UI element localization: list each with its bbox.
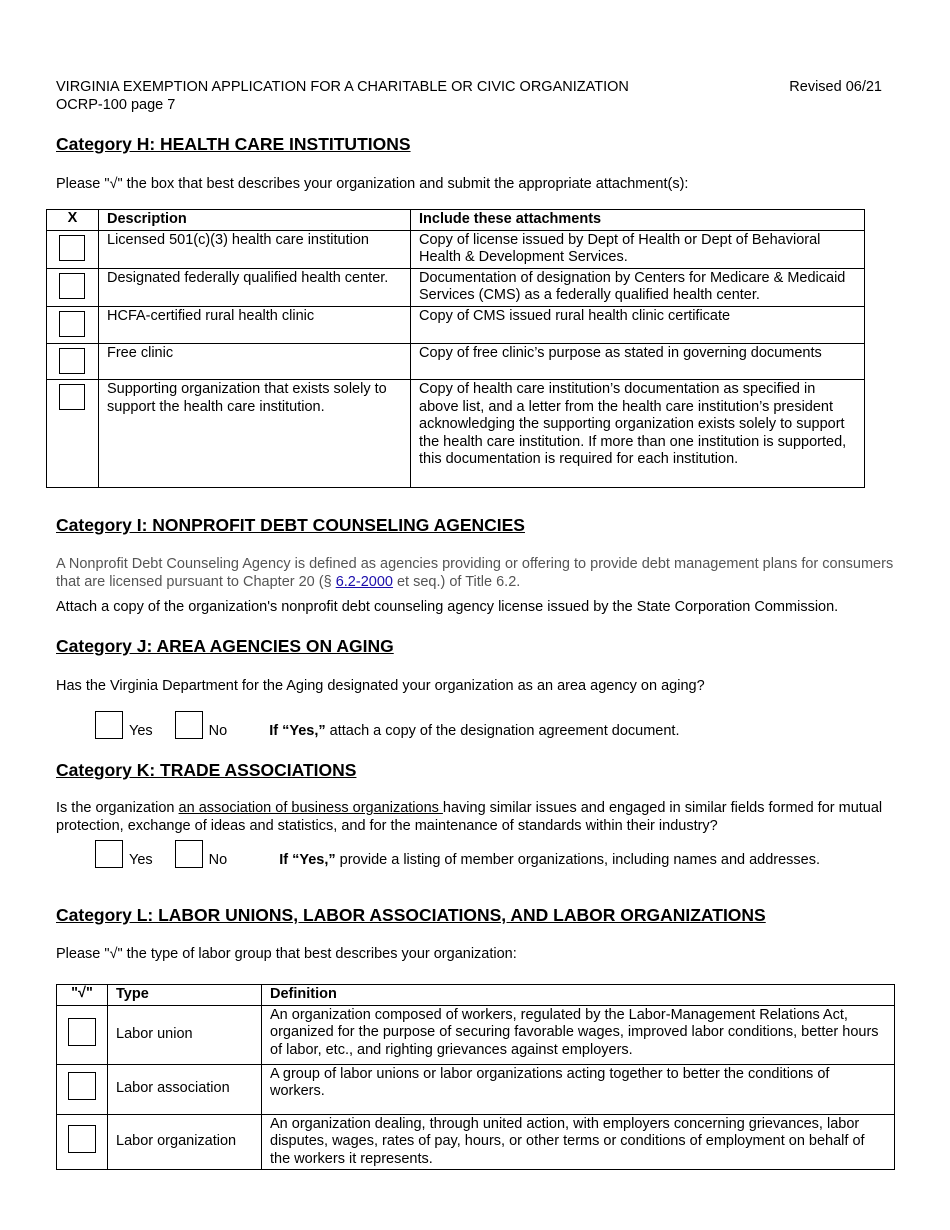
checkbox-j-yes[interactable] <box>95 711 123 739</box>
category-l-heading: Category L: LABOR UNIONS, LABOR ASSOCIATIONS, AND LABOR ORGANIZATIONS <box>56 905 766 925</box>
category-j-answer-row <box>95 711 702 739</box>
category-j-heading: Category J: AREA AGENCIES ON AGING <box>56 636 394 656</box>
table-header-row <box>47 210 865 231</box>
row-description: Free clinic <box>99 343 411 380</box>
statute-link[interactable]: 6.2-2000 <box>335 574 393 590</box>
definition-text: A Nonprofit Debt Counseling Agency is defined as agencies providing or offering to provide debt management plans for consumers that are licensed pursuant to Chapter 20 (§ <box>56 556 894 590</box>
table-header-row <box>57 985 895 1006</box>
row-description: Designated federally qualified health center. <box>99 268 411 306</box>
health-care-table <box>46 209 865 488</box>
no-label: No <box>208 723 228 739</box>
category-i-definition <box>56 555 896 591</box>
category-i-heading: Category I: NONPROFIT DEBT COUNSELING AGENCIES <box>56 515 525 535</box>
category-h-instruction: Please "√" the box that best describes your organization and submit the appropriate attachment(s): <box>56 176 689 192</box>
row-type: Labor association <box>108 1064 262 1114</box>
table-row <box>57 1114 895 1170</box>
row-attachment: Copy of health care institution’s documentation as specified in above list, and a letter from the health care institution’s president acknowledging the supporting organization exists solely to support the health care institution. If more than one institution is supported, this documentation is required for each institution. <box>411 380 865 488</box>
row-description: Licensed 501(c)(3) health care institution <box>99 230 411 268</box>
checkbox-k-no[interactable] <box>175 840 203 868</box>
category-k-question <box>56 799 906 835</box>
category-h-heading: Category H: HEALTH CARE INSTITUTIONS <box>56 134 411 154</box>
row-description: HCFA-certified rural health clinic <box>99 306 411 343</box>
col-attachments-header: Include these attachments <box>411 210 865 231</box>
question-underlined-text: an association of business organizations <box>178 800 443 816</box>
row-definition: An organization dealing, through united action, with employers concerning grievances, labor disputes, wages, rates of pay, hours, or other terms or conditions of employment on behalf of the workers it represents. <box>262 1114 895 1170</box>
question-text: Is the organization <box>56 800 179 816</box>
revision-date: Revised 06/21 <box>789 79 882 95</box>
col-description-header: Description <box>99 210 411 231</box>
yes-label: Yes <box>129 852 153 868</box>
category-j-question: Has the Virginia Department for the Aging designated your organization as an area agency on aging? <box>56 678 705 694</box>
checkbox-k-yes[interactable] <box>95 840 123 868</box>
category-l-instruction: Please "√" the type of labor group that best describes your organization: <box>56 946 517 962</box>
category-k-heading: Category K: TRADE ASSOCIATIONS <box>56 760 357 780</box>
col-definition-header: Definition <box>262 985 895 1006</box>
row-attachment: Copy of CMS issued rural health clinic certificate <box>411 306 865 343</box>
category-i-instruction: Attach a copy of the organization's nonprofit debt counseling agency license issued by the State Corporation Commission. <box>56 599 839 615</box>
row-definition: A group of labor unions or labor organizations acting together to better the conditions of workers. <box>262 1064 895 1114</box>
form-title: VIRGINIA EXEMPTION APPLICATION FOR A CHARITABLE OR CIVIC ORGANIZATION <box>56 79 629 95</box>
table-row <box>47 343 865 380</box>
table-row <box>47 268 865 306</box>
table-row <box>47 380 865 488</box>
category-k-if-yes <box>279 852 820 868</box>
col-type-header: Type <box>108 985 262 1006</box>
page-header <box>56 78 882 114</box>
checkbox-j-no[interactable] <box>175 711 203 739</box>
row-type: Labor organization <box>108 1114 262 1170</box>
checkbox-rural-health-clinic[interactable] <box>59 311 85 337</box>
checkbox-labor-organization[interactable] <box>68 1125 96 1153</box>
row-definition: An organization composed of workers, regulated by the Labor-Management Relations Act, organized for the purpose of securing favorable wages, improved labor conditions, better hours of labor, etc., and righting grievances against employers. <box>262 1005 895 1064</box>
checkbox-supporting-organization[interactable] <box>59 384 85 410</box>
table-row <box>47 230 865 268</box>
if-yes-text: attach a copy of the designation agreement document. <box>325 723 680 739</box>
definition-text-end: et seq.) of Title 6.2. <box>392 574 521 590</box>
table-row <box>57 1005 895 1064</box>
row-attachment: Copy of free clinic’s purpose as stated in governing documents <box>411 343 865 380</box>
row-type: Labor union <box>108 1005 262 1064</box>
checkbox-labor-association[interactable] <box>68 1072 96 1100</box>
checkbox-labor-union[interactable] <box>68 1018 96 1046</box>
yes-label: Yes <box>129 723 153 739</box>
table-row <box>57 1064 895 1114</box>
labor-group-table <box>56 984 895 1170</box>
col-x-header: X <box>47 210 99 231</box>
col-check-header: "√" <box>57 985 108 1006</box>
if-yes-text: provide a listing of member organizations, including names and addresses. <box>335 852 821 868</box>
checkbox-free-clinic[interactable] <box>59 348 85 374</box>
row-description: Supporting organization that exists solely to support the health care institution. <box>99 380 411 488</box>
checkbox-licensed-institution[interactable] <box>59 235 85 261</box>
question-text-end: having similar issues and engaged in similar fields formed for mutual protection, exchange of ideas and statistics, and for the maintenance of standards within their industry? <box>56 800 883 834</box>
form-page-number: OCRP-100 page 7 <box>56 97 176 113</box>
row-attachment: Copy of license issued by Dept of Health or Dept of Behavioral Health & Development Services. <box>411 230 865 268</box>
no-label: No <box>208 852 228 868</box>
if-yes-bold: If “Yes,” <box>279 852 336 868</box>
if-yes-bold: If “Yes,” <box>269 723 326 739</box>
table-row <box>47 306 865 343</box>
row-attachment: Documentation of designation by Centers for Medicare & Medicaid Services (CMS) as a federally qualified health center. <box>411 268 865 306</box>
category-j-if-yes <box>269 723 679 739</box>
checkbox-federally-qualified-center[interactable] <box>59 273 85 299</box>
category-k-answer-row <box>95 840 842 868</box>
